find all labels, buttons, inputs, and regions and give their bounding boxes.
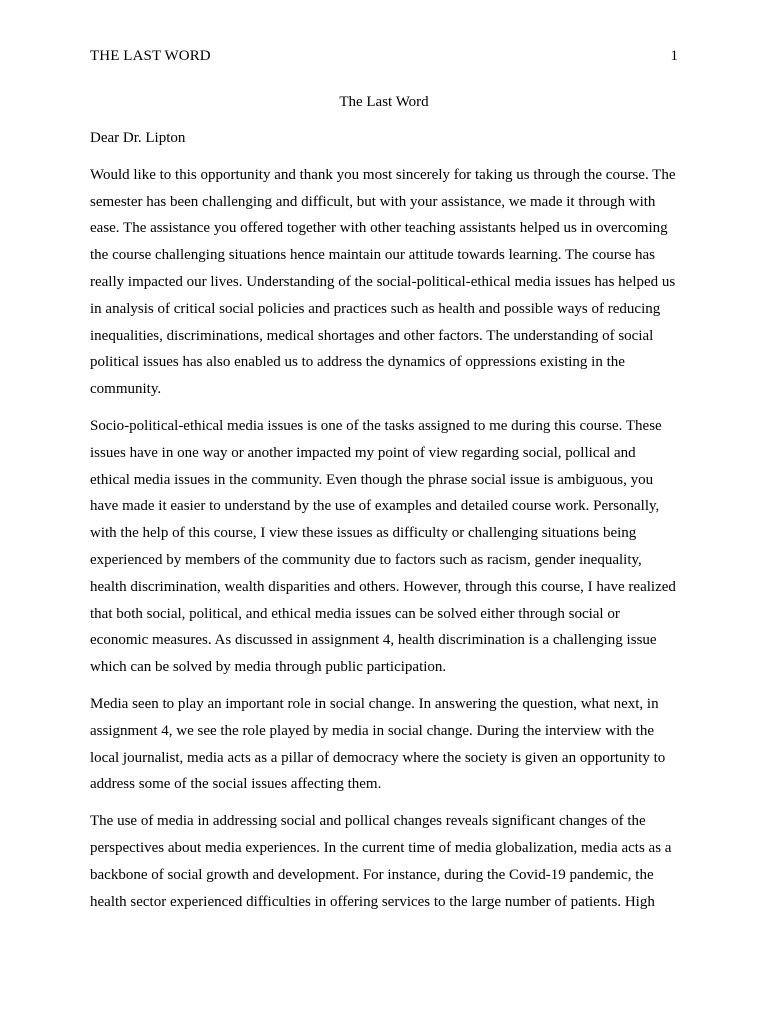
running-head: THE LAST WORD: [90, 48, 211, 64]
salutation: Dear Dr. Lipton: [90, 130, 186, 146]
document-body: [90, 125, 679, 925]
paragraph-2: Socio-political-ethical media issues is one of the tasks assigned to me during this course. These issues have in one way or another impacted my point of view regarding social, pollical and ethical media issues in the community. Even though the phrase social issue is ambiguous, you have made it easier to understand by the use of examples and detailed course work. Personally, with the help of this course, I view these issues as difficulty or challenging situations being experienced by members of the community due to factors such as racism, gender inequality, health discrimination, wealth disparities and others. However, through this course, I have realized that both social, political, and ethical media issues can be solved either through social or economic measures. As discussed in assignment 4, health discrimination is a challenging issue which can be solved by media through public participation.: [90, 417, 676, 676]
paragraph-1: Would like to this opportunity and thank you most sincerely for taking us through the course. The semester has been challenging and difficult, but with your assistance, we made it through with ease. The assistance you offered together with other teaching assistants helped us in overcoming the course challenging situations hence maintain our attitude towards learning. The course has really impacted our lives. Understanding of the social-political-ethical media issues has helped us in analysis of critical social policies and practices such as health and possible ways of reducing inequalities, discriminations, medical shortages and other factors. The understanding of social political issues has also enabled us to address the dynamics of oppressions existing in the community.: [90, 166, 676, 398]
paragraph-4: The use of media in addressing social and pollical changes reveals significant changes of the perspectives about media experiences. In the current time of media globalization, media acts as a backbone of social growth and development. For instance, during the Covid-19 pandemic, the health sector experienced difficulties in offering services to the large number of patients. High: [90, 813, 672, 910]
paragraph-3: Media seen to play an important role in social change. In answering the question, what next, in assignment 4, we see the role played by media in social change. During the interview with the local journalist, media acts as a pillar of democracy where the society is given an opportunity to address some of the social issues affecting them.: [90, 695, 666, 793]
document-title: The Last Word: [339, 94, 429, 110]
page-number: 1: [670, 48, 678, 64]
